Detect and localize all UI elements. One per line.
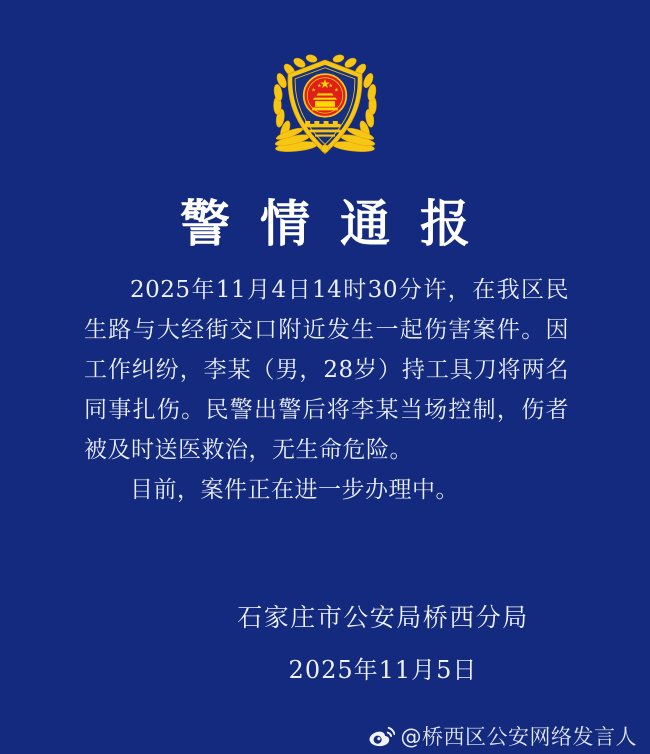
notice-title-text: 警情通报 xyxy=(180,194,500,253)
weibo-watermark xyxy=(368,721,638,751)
notice-paragraph-2: 目前，案件正在进一步办理中。 xyxy=(130,477,459,503)
notice-title xyxy=(0,184,650,256)
notice-paragraph-1: 2025年11月4日14时30分许，在我区民生路与大经街交口附近发生一起伤害案件。因工作纠纷，李某（男，28岁）持工具刀将两名同事扎伤。民警出警后将李某当场控制，伤者被及时送医救治，无生命危险。 xyxy=(84,277,569,463)
issue-date: 2025年11月5日 xyxy=(288,656,478,684)
watermark-handle: @桥西区公安网络发言人 xyxy=(400,725,637,749)
signature-block xyxy=(58,598,650,685)
notice-body xyxy=(84,270,569,510)
weibo-icon xyxy=(368,724,395,749)
issuer-name: 石家庄市公安局桥西分局 xyxy=(237,603,529,632)
police-badge-icon xyxy=(254,54,396,171)
